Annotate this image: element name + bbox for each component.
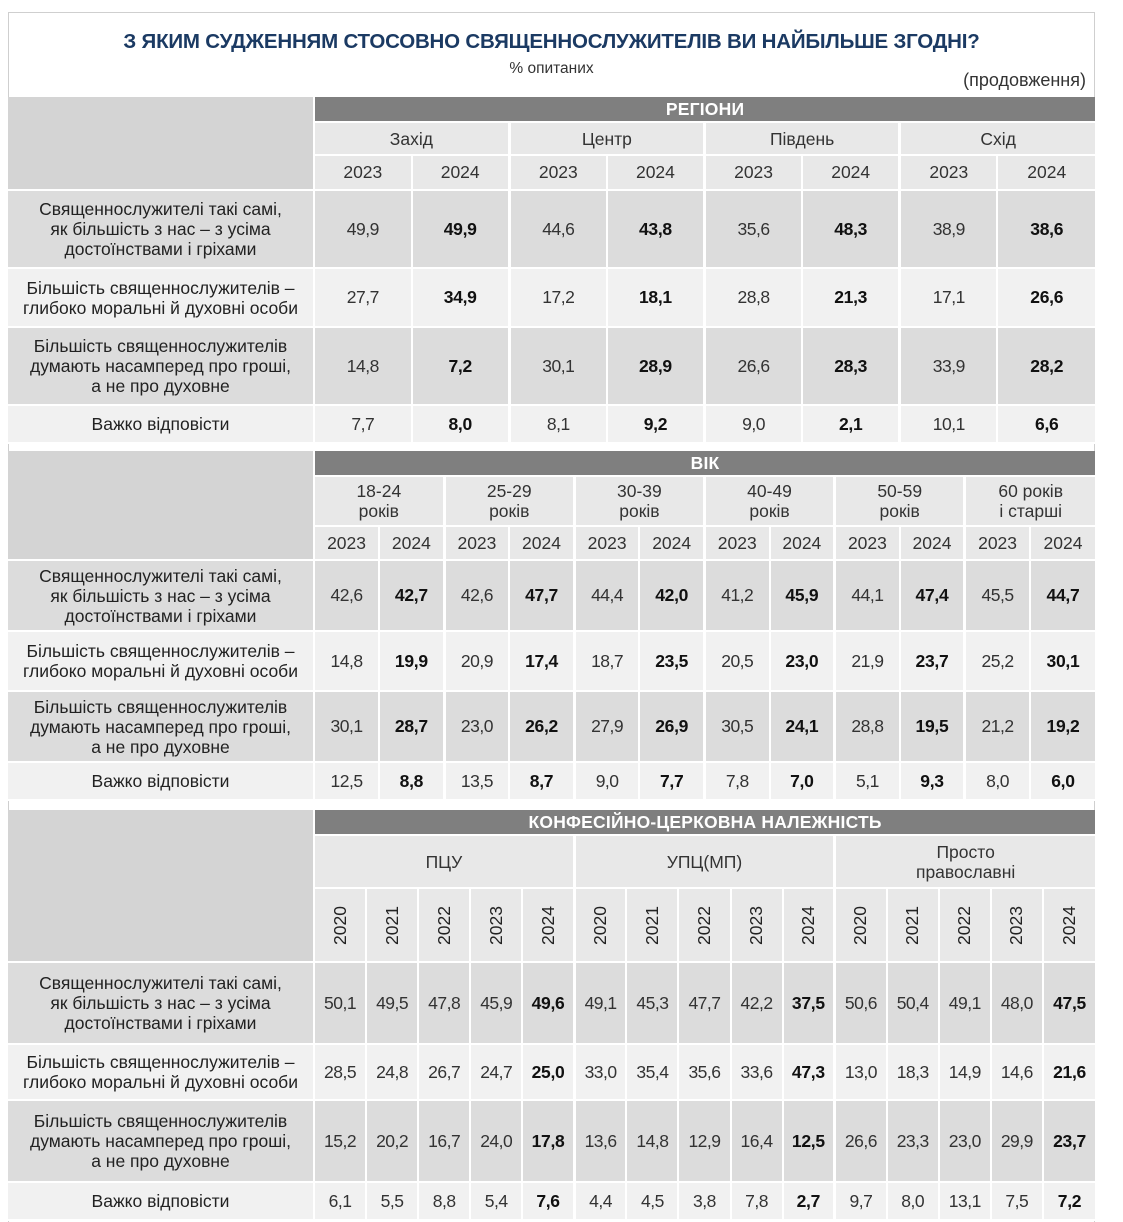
table-cell: 12,9 (678, 1100, 730, 1182)
year-label: 2021 (902, 905, 923, 945)
section-header: РЕГІОНИ (314, 97, 1095, 122)
table-cell: 13,5 (444, 762, 509, 800)
table-cell: 7,2 (1043, 1182, 1095, 1220)
table-cell: 6,1 (314, 1182, 366, 1220)
header-corner (8, 451, 314, 560)
row-label-line: Більшість священнослужителів – (26, 641, 295, 661)
table-cell: 48,3 (802, 190, 900, 268)
table-cell: 24,7 (470, 1044, 522, 1100)
table-cell: 48,0 (991, 962, 1043, 1044)
table-cell: 49,1 (939, 962, 991, 1044)
table-cell: 25,0 (522, 1044, 574, 1100)
column-group-header (965, 476, 1095, 526)
row-label-line: а не про духовне (91, 1151, 230, 1171)
table-cell: 35,4 (626, 1044, 678, 1100)
table-cell: 15,2 (314, 1100, 366, 1182)
table-cell: 17,1 (900, 268, 998, 327)
table-cell: 23,0 (939, 1100, 991, 1182)
table-cell: 8,0 (965, 762, 1030, 800)
year-label: 2020 (329, 905, 350, 945)
row-label (8, 962, 314, 1044)
table-cell: 3,8 (678, 1182, 730, 1220)
table-cell: 23,3 (887, 1100, 939, 1182)
year-header (470, 888, 522, 962)
table-cell: 42,6 (314, 560, 379, 631)
table-cell: 43,8 (607, 190, 705, 268)
column-group-line: 40-49 (747, 481, 792, 501)
table-cell: 14,8 (314, 327, 412, 405)
table-cell: 29,9 (991, 1100, 1043, 1182)
year-header: 2023 (900, 155, 998, 190)
year-header (835, 888, 887, 962)
column-group-header (835, 835, 1096, 888)
table-cell: 47,7 (678, 962, 730, 1044)
table-cell: 20,9 (444, 631, 509, 691)
year-header: 2024 (1030, 526, 1095, 560)
table-cell: 8,0 (412, 405, 510, 443)
table-row (8, 327, 1095, 405)
table-cell: 44,7 (1030, 560, 1095, 631)
table-cell: 5,4 (470, 1182, 522, 1220)
row-label (8, 327, 314, 405)
table-row (8, 1182, 1095, 1220)
table-cell: 50,6 (835, 962, 887, 1044)
row-label (8, 268, 314, 327)
table-cell: 28,2 (997, 327, 1095, 405)
column-group-line: 18-24 (356, 481, 402, 501)
table-cell: 50,4 (887, 962, 939, 1044)
row-label (8, 631, 314, 691)
row-label (8, 190, 314, 268)
year-label: 2022 (954, 905, 975, 945)
table-cell: 23,0 (444, 691, 509, 762)
table-cell: 13,0 (835, 1044, 887, 1100)
row-label (8, 1100, 314, 1182)
year-header: 2023 (965, 526, 1030, 560)
table-cell: 45,3 (626, 962, 678, 1044)
table-cell: 47,3 (783, 1044, 835, 1100)
table-cell: 45,5 (965, 560, 1030, 631)
year-header: 2024 (900, 526, 965, 560)
table-cell: 7,8 (731, 1182, 783, 1220)
year-header (626, 888, 678, 962)
row-label-line: Більшість священнослужителів (33, 696, 288, 717)
table-cell: 26,7 (418, 1044, 470, 1100)
table-cell: 28,9 (607, 327, 705, 405)
column-group-line: років (879, 501, 920, 521)
year-header: 2024 (802, 155, 900, 190)
year-label: 2024 (1059, 905, 1080, 945)
table-cell: 7,7 (314, 405, 412, 443)
header-corner (8, 97, 314, 190)
year-header: 2023 (704, 526, 769, 560)
table-cell: 34,9 (412, 268, 510, 327)
row-label-line: Священнослужителі такі самі, (39, 199, 282, 219)
table-cell: 20,5 (704, 631, 769, 691)
table-cell: 2,7 (783, 1182, 835, 1220)
table-cell: 14,9 (939, 1044, 991, 1100)
year-header (939, 888, 991, 962)
table-cell: 45,9 (470, 962, 522, 1044)
table-cell: 21,6 (1043, 1044, 1095, 1100)
column-group-line: 60 років (998, 481, 1063, 501)
year-header: 2023 (314, 155, 412, 190)
row-label-line: Важко відповісти (91, 1191, 230, 1211)
table-cell: 47,8 (418, 962, 470, 1044)
table-cell: 26,2 (509, 691, 574, 762)
row-label-line: глибоко моральні й духовні особи (23, 1072, 298, 1092)
table-cell: 33,6 (731, 1044, 783, 1100)
table-row (8, 691, 1095, 762)
table-cell: 13,1 (939, 1182, 991, 1220)
row-label (8, 691, 314, 762)
column-group-line: 30-39 (617, 481, 662, 501)
table-cell: 7,0 (770, 762, 835, 800)
table-cell: 35,6 (678, 1044, 730, 1100)
table-cell: 42,7 (379, 560, 444, 631)
year-header (522, 888, 574, 962)
table-cell: 18,7 (574, 631, 639, 691)
table-row (8, 560, 1095, 631)
table-cell: 23,5 (639, 631, 704, 691)
table-cell: 9,0 (574, 762, 639, 800)
page-title: З ЯКИМ СУДЖЕННЯМ СТОСОВНО СВЯЩЕННОСЛУЖИТЕЛІВ ВИ НАЙБІЛЬШЕ ЗГОДНІ? (123, 30, 980, 53)
year-label: 2020 (850, 905, 871, 945)
year-header (887, 888, 939, 962)
column-group-header (574, 835, 834, 888)
year-label: 2024 (797, 905, 818, 945)
table-cell: 6,0 (1030, 762, 1095, 800)
year-header: 2024 (607, 155, 705, 190)
table-cell: 10,1 (900, 405, 998, 443)
table-cell: 47,5 (1043, 962, 1095, 1044)
table-cell: 45,9 (770, 560, 835, 631)
table-cell: 27,9 (574, 691, 639, 762)
table-cell: 47,4 (900, 560, 965, 631)
year-header: 2024 (509, 526, 574, 560)
table-cell: 9,3 (900, 762, 965, 800)
table-cell: 28,8 (835, 691, 900, 762)
year-header (678, 888, 730, 962)
table-cell: 49,1 (574, 962, 626, 1044)
table-cell: 7,8 (704, 762, 769, 800)
section-header: ВІК (314, 451, 1095, 476)
year-header (574, 888, 626, 962)
table-row (8, 962, 1095, 1044)
year-header: 2023 (314, 526, 379, 560)
table-cell: 42,0 (639, 560, 704, 631)
table-cell: 33,0 (574, 1044, 626, 1100)
column-group-header: Південь (705, 122, 900, 155)
table-cell: 28,7 (379, 691, 444, 762)
row-label-line: Важко відповісти (91, 771, 230, 791)
column-group-line: і старші (999, 501, 1063, 521)
column-group-line: Просто (936, 841, 995, 862)
table-cell: 26,6 (705, 327, 803, 405)
row-label-line: а не про духовне (91, 376, 230, 396)
year-header: 2024 (997, 155, 1095, 190)
table-cell: 17,8 (522, 1100, 574, 1182)
year-header: 2023 (444, 526, 509, 560)
table-cell: 7,7 (639, 762, 704, 800)
year-header (314, 888, 366, 962)
year-header (783, 888, 835, 962)
year-header (1043, 888, 1095, 962)
row-label-line: як більшість з нас – з усіма (50, 585, 271, 606)
year-label: 2023 (1006, 905, 1027, 945)
table-cell: 19,5 (900, 691, 965, 762)
table-cell: 49,9 (314, 190, 412, 268)
table-cell: 17,4 (509, 631, 574, 691)
table-cell: 16,7 (418, 1100, 470, 1182)
table-cell: 26,6 (997, 268, 1095, 327)
column-group-line: 50-59 (877, 481, 923, 501)
row-label-line: Священнослужителі такі самі, (39, 565, 282, 586)
table-cell: 49,5 (366, 962, 418, 1044)
confession-table (8, 810, 1095, 1221)
page-subtitle: % опитаних (509, 60, 594, 77)
table-cell: 5,1 (835, 762, 900, 800)
regions-table (8, 97, 1095, 444)
column-group-line: ПЦУ (425, 851, 463, 872)
row-label (8, 560, 314, 631)
table-cell: 2,1 (802, 405, 900, 443)
table-cell: 44,1 (835, 560, 900, 631)
table-cell: 4,5 (626, 1182, 678, 1220)
column-group-header (314, 476, 444, 526)
year-label: 2020 (590, 905, 611, 945)
table-cell: 30,5 (704, 691, 769, 762)
table-cell: 14,6 (991, 1044, 1043, 1100)
column-group-line: УПЦ(МП) (666, 851, 743, 872)
table-cell: 33,9 (900, 327, 998, 405)
year-header: 2024 (770, 526, 835, 560)
year-header: 2024 (639, 526, 704, 560)
table-cell: 9,7 (835, 1182, 887, 1220)
year-label: 2024 (537, 905, 558, 945)
year-header: 2024 (379, 526, 444, 560)
table-cell: 26,6 (835, 1100, 887, 1182)
row-label (8, 1044, 314, 1100)
column-group-line: 25-29 (486, 481, 532, 501)
table-cell: 37,5 (783, 962, 835, 1044)
column-group-header (314, 835, 574, 888)
table-cell: 19,9 (379, 631, 444, 691)
year-label: 2022 (693, 905, 714, 945)
table-row (8, 1100, 1095, 1182)
year-label: 2021 (381, 905, 402, 945)
table-cell: 9,2 (607, 405, 705, 443)
row-label-line: а не про духовне (91, 736, 230, 757)
table-cell: 26,9 (639, 691, 704, 762)
row-label-line: Більшість священнослужителів (33, 1111, 288, 1131)
table-cell: 17,2 (509, 268, 607, 327)
table-row (8, 631, 1095, 691)
table-cell: 7,5 (991, 1182, 1043, 1220)
column-group-header: Схід (900, 122, 1095, 155)
table-cell: 24,8 (366, 1044, 418, 1100)
column-group-line: років (749, 501, 790, 521)
row-label-line: думають насамперед про гроші, (30, 356, 291, 376)
row-label-line: як більшість з нас – з усіма (50, 993, 271, 1013)
row-label-line: як більшість з нас – з усіма (50, 219, 271, 239)
year-label: 2022 (433, 905, 454, 945)
column-group-header (704, 476, 834, 526)
table-cell: 23,7 (900, 631, 965, 691)
column-group-line: років (619, 501, 660, 521)
table-cell: 44,4 (574, 560, 639, 631)
row-label-line: Більшість священнослужителів – (26, 277, 295, 298)
year-label: 2023 (485, 905, 506, 945)
table-row (8, 405, 1095, 443)
row-label-line: думають насамперед про гроші, (30, 716, 291, 737)
year-header (731, 888, 783, 962)
column-group-header: Центр (509, 122, 704, 155)
table-cell: 20,2 (366, 1100, 418, 1182)
table-cell: 8,8 (418, 1182, 470, 1220)
table-cell: 21,9 (835, 631, 900, 691)
year-header: 2023 (574, 526, 639, 560)
table-cell: 30,1 (314, 691, 379, 762)
year-header: 2023 (705, 155, 803, 190)
table-cell: 6,6 (997, 405, 1095, 443)
row-label-line: Важко відповісти (91, 414, 230, 434)
year-header: 2024 (412, 155, 510, 190)
row-label-line: глибоко моральні й духовні особи (23, 661, 298, 681)
row-label-line: достоїнствами і гріхами (64, 1013, 257, 1033)
row-label-line: глибоко моральні й духовні особи (23, 297, 298, 318)
continuation-note: (продовження) (963, 70, 1086, 90)
column-group-header: Захід (314, 122, 509, 155)
row-label (8, 762, 314, 800)
row-label-line: достоїнствами і гріхами (64, 605, 257, 626)
table-cell: 16,4 (731, 1100, 783, 1182)
table-cell: 44,6 (509, 190, 607, 268)
row-label-line: думають насамперед про гроші, (30, 1131, 291, 1151)
column-group-line: років (489, 501, 530, 521)
table-cell: 8,8 (379, 762, 444, 800)
table-cell: 21,2 (965, 691, 1030, 762)
row-label-line: достоїнствами і гріхами (64, 239, 257, 259)
table-cell: 8,1 (509, 405, 607, 443)
table-row (8, 190, 1095, 268)
table-cell: 28,8 (705, 268, 803, 327)
row-label (8, 1182, 314, 1220)
table-cell: 47,7 (509, 560, 574, 631)
table-cell: 18,1 (607, 268, 705, 327)
table-cell: 28,5 (314, 1044, 366, 1100)
table-cell: 18,3 (887, 1044, 939, 1100)
table-cell: 5,5 (366, 1182, 418, 1220)
row-label (8, 405, 314, 443)
table-cell: 28,3 (802, 327, 900, 405)
row-label-line: Більшість священнослужителів – (26, 1052, 295, 1072)
table-cell: 27,7 (314, 268, 412, 327)
table-cell: 8,7 (509, 762, 574, 800)
column-group-header (444, 476, 574, 526)
table-cell: 24,1 (770, 691, 835, 762)
row-label-line: Більшість священнослужителів (33, 336, 288, 356)
table-cell: 38,6 (997, 190, 1095, 268)
table-cell: 41,2 (704, 560, 769, 631)
table-cell: 35,6 (705, 190, 803, 268)
table-row (8, 762, 1095, 800)
year-header (418, 888, 470, 962)
table-cell: 13,6 (574, 1100, 626, 1182)
table-cell: 24,0 (470, 1100, 522, 1182)
table-cell: 19,2 (1030, 691, 1095, 762)
table-row (8, 1044, 1095, 1100)
table-cell: 14,8 (626, 1100, 678, 1182)
table-cell: 12,5 (783, 1100, 835, 1182)
year-header: 2023 (509, 155, 607, 190)
year-header (991, 888, 1043, 962)
table-cell: 30,1 (1030, 631, 1095, 691)
table-row (8, 268, 1095, 327)
table-cell: 38,9 (900, 190, 998, 268)
year-label: 2021 (641, 905, 662, 945)
table-cell: 50,1 (314, 962, 366, 1044)
table-cell: 14,8 (314, 631, 379, 691)
column-group-header (835, 476, 965, 526)
age-table (8, 451, 1095, 801)
table-cell: 21,3 (802, 268, 900, 327)
table-cell: 49,6 (522, 962, 574, 1044)
table-cell: 4,4 (574, 1182, 626, 1220)
table-cell: 9,0 (705, 405, 803, 443)
table-cell: 30,1 (509, 327, 607, 405)
header-corner (8, 810, 314, 962)
row-label-line: Священнослужителі такі самі, (39, 973, 282, 993)
year-label: 2023 (746, 905, 767, 945)
year-header (366, 888, 418, 962)
table-cell: 23,7 (1043, 1100, 1095, 1182)
table-cell: 7,6 (522, 1182, 574, 1220)
table-cell: 42,6 (444, 560, 509, 631)
table-cell: 23,0 (770, 631, 835, 691)
section-header: КОНФЕСІЙНО-ЦЕРКОВНА НАЛЕЖНІСТЬ (314, 810, 1095, 835)
column-group-line: православні (915, 861, 1016, 882)
column-group-line: років (358, 501, 399, 521)
column-group-header (574, 476, 704, 526)
table-cell: 7,2 (412, 327, 510, 405)
year-header: 2023 (835, 526, 900, 560)
table-cell: 8,0 (887, 1182, 939, 1220)
table-cell: 12,5 (314, 762, 379, 800)
table-cell: 49,9 (412, 190, 510, 268)
table-cell: 42,2 (731, 962, 783, 1044)
table-cell: 25,2 (965, 631, 1030, 691)
